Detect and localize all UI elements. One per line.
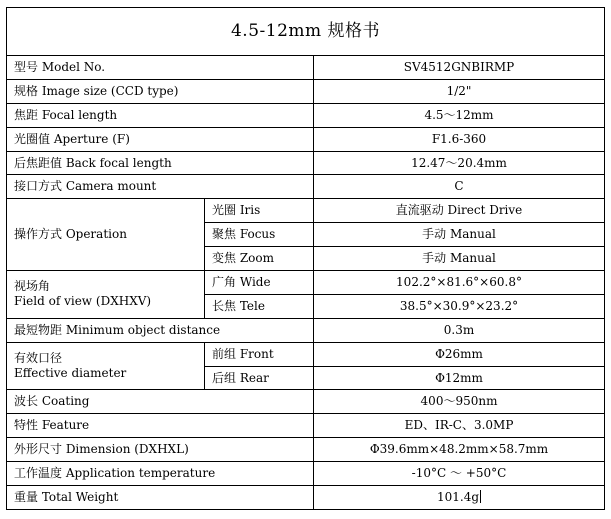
table-row <box>7 390 605 414</box>
spec-sheet <box>6 7 604 508</box>
eff-diameter-label <box>7 342 205 390</box>
tele-value: 38.5°×30.9°×23.2° <box>314 294 605 318</box>
spec-title: 4.5-12mm 规格书 <box>7 8 605 56</box>
table-row <box>7 199 605 223</box>
back-focal-label: 后焦距值 Back focal length <box>7 151 314 175</box>
aperture-label: 光圈值 Aperture (F) <box>7 127 314 151</box>
eff-diameter-label-cn: 有效口径 <box>14 351 63 366</box>
table-row <box>7 414 605 438</box>
image-size-label: 规格 Image size (CCD type) <box>7 79 314 103</box>
wide-label: 广角 Wide <box>205 271 314 295</box>
model-value: SV4512GNBIRMP <box>314 56 605 80</box>
iris-label: 光圈 Iris <box>205 199 314 223</box>
rear-label: 后组 Rear <box>205 366 314 390</box>
focal-length-label: 焦距 Focal length <box>7 103 314 127</box>
fov-label-en: Field of view (DXHXV) <box>14 294 152 309</box>
eff-diameter-label-en: Effective diameter <box>14 366 127 381</box>
fov-label-cn: 视场角 <box>14 279 51 294</box>
spec-table <box>6 7 605 510</box>
zoom-value: 手动 Manual <box>314 247 605 271</box>
table-row <box>7 127 605 151</box>
text-cursor <box>480 490 481 503</box>
table-row <box>7 342 605 366</box>
mount-label: 接口方式 Camera mount <box>7 175 314 199</box>
weight-label: 重量 Total Weight <box>7 486 314 510</box>
table-row <box>7 79 605 103</box>
table-row <box>7 151 605 175</box>
coating-value: 400～950nm <box>314 390 605 414</box>
table-row <box>7 438 605 462</box>
coating-label: 波长 Coating <box>7 390 314 414</box>
feature-label: 特性 Feature <box>7 414 314 438</box>
min-distance-label: 最短物距 Minimum object distance <box>7 318 314 342</box>
min-distance-value: 0.3m <box>314 318 605 342</box>
title-row <box>7 8 605 56</box>
table-row <box>7 56 605 80</box>
operation-label: 操作方式 Operation <box>7 199 205 271</box>
table-row <box>7 318 605 342</box>
mount-value: C <box>314 175 605 199</box>
front-label: 前组 Front <box>205 342 314 366</box>
temperature-label: 工作温度 Application temperature <box>7 462 314 486</box>
dimension-label: 外形尺寸 Dimension (DXHXL) <box>7 438 314 462</box>
table-row <box>7 271 605 295</box>
back-focal-value: 12.47～20.4mm <box>314 151 605 175</box>
dimension-value: Φ39.6mm×48.2mm×58.7mm <box>314 438 605 462</box>
temperature-value: -10°C ～ +50°C <box>314 462 605 486</box>
focal-length-value: 4.5～12mm <box>314 103 605 127</box>
feature-value: ED、IR-C、3.0MP <box>314 414 605 438</box>
wide-value: 102.2°×81.6°×60.8° <box>314 271 605 295</box>
focus-label: 聚焦 Focus <box>205 223 314 247</box>
image-size-value: 1/2" <box>314 79 605 103</box>
table-row <box>7 175 605 199</box>
iris-value: 直流驱动 Direct Drive <box>314 199 605 223</box>
focus-value: 手动 Manual <box>314 223 605 247</box>
fov-label <box>7 271 205 319</box>
rear-value: Φ12mm <box>314 366 605 390</box>
weight-cell[interactable] <box>314 486 605 510</box>
table-row <box>7 462 605 486</box>
weight-value: 101.4g <box>436 489 480 504</box>
table-row <box>7 486 605 510</box>
table-row <box>7 103 605 127</box>
front-value: Φ26mm <box>314 342 605 366</box>
zoom-label: 变焦 Zoom <box>205 247 314 271</box>
aperture-value: F1.6-360 <box>314 127 605 151</box>
tele-label: 长焦 Tele <box>205 294 314 318</box>
model-label: 型号 Model No. <box>7 56 314 80</box>
